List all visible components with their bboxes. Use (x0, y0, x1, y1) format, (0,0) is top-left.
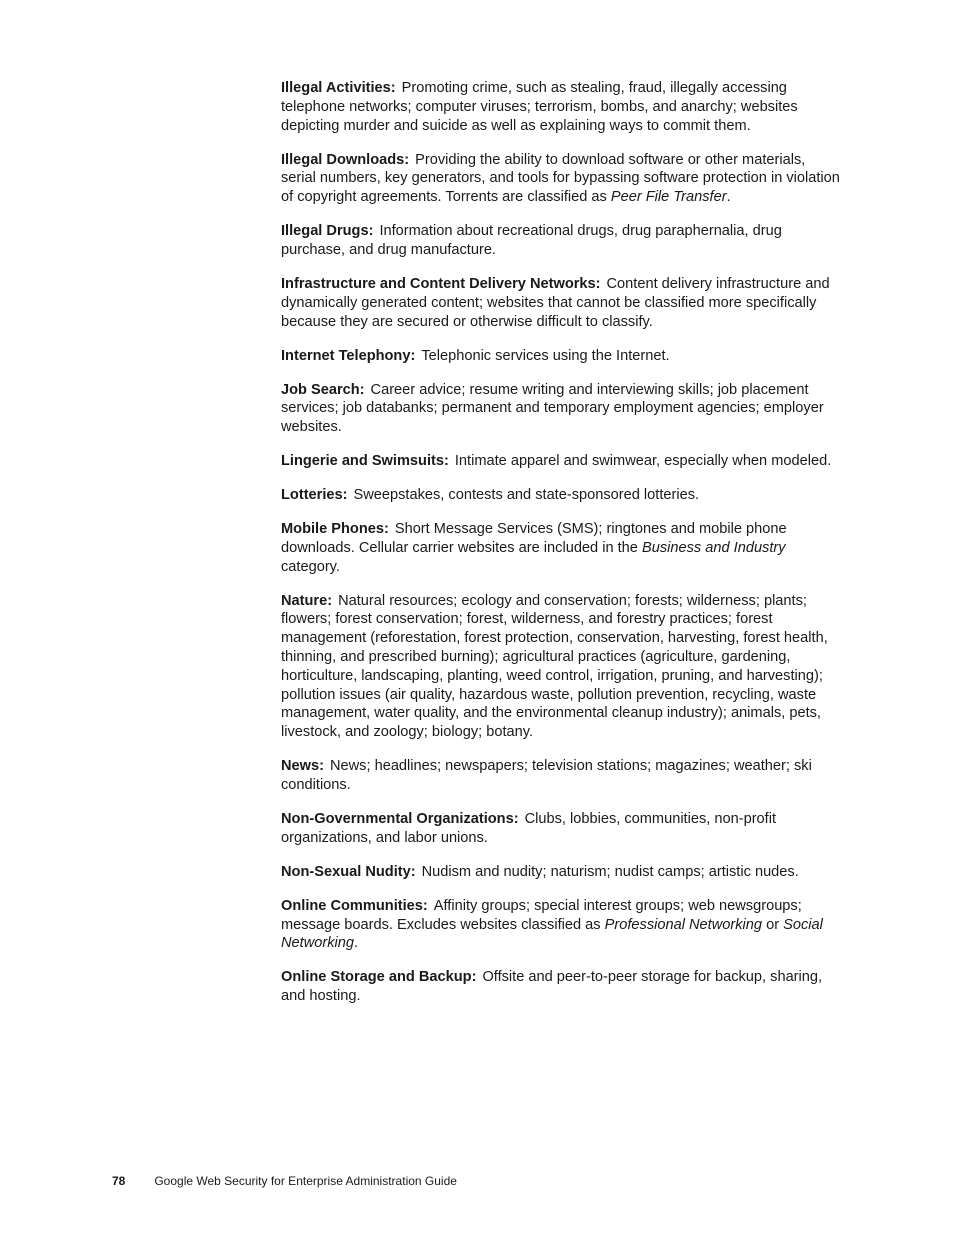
category-description: Sweepstakes, contests and state-sponsored lotteries. (353, 487, 700, 504)
category-entry (281, 968, 843, 1006)
category-entry (281, 757, 843, 795)
category-term: Lingerie and Swimsuits: (281, 453, 449, 470)
category-term: Non-Sexual Nudity: (281, 863, 416, 880)
category-entry (281, 151, 843, 207)
category-term: Infrastructure and Content Delivery Networks: (281, 275, 601, 292)
category-description: category. (281, 558, 340, 575)
category-description: . (354, 935, 359, 952)
category-description: Providing the ability to download software or other materials, serial numbers, key generators, and tools for bypassing software protection in violation of copyright agreements. Torrents are classified as (281, 151, 840, 206)
category-description: Affinity groups; special interest groups; web newsgroups; message boards. Excludes websites classified as (281, 897, 802, 933)
category-entry (281, 486, 843, 505)
category-entry (281, 452, 843, 471)
category-description: Natural resources; ecology and conservation; forests; wilderness; plants; flowers; forest conservation; forest, wilderness, and forestry practices; forest management (reforestation, forest protection, conservation, harvesting, forest health, thinning, and prescribed burning); agricultural practices (agriculture, gardening, horticulture, landscaping, planting, weed control, irrigation, pruning, and harvesting); pollution issues (air quality, hazardous waste, pollution prevention, recycling, waste management, water quality, and the environmental cleanup industry); animals, pets, livestock, and zoology; biology; botany. (281, 592, 828, 741)
page-number: 78 (112, 1174, 126, 1188)
category-description: Short Message Services (SMS); ringtones and mobile phone downloads. Cellular carrier websites are included in the (281, 521, 787, 556)
category-description: Telephonic services using the Internet. (421, 347, 670, 364)
category-description: or (762, 916, 784, 933)
category-entry (281, 381, 843, 437)
category-term: Illegal Activities: (281, 80, 396, 96)
category-entry (281, 592, 843, 742)
category-description: Content delivery infrastructure and dynamically generated content; websites that cannot be classified more specifically because they are secured or otherwise difficult to classify. (281, 275, 830, 330)
category-description: . (726, 189, 731, 206)
category-term: Online Communities: (281, 897, 428, 914)
category-description: Offsite and peer-to-peer storage for backup, sharing, and hosting. (281, 969, 823, 1005)
category-definitions (281, 79, 843, 1021)
category-description: Career advice; resume writing and interviewing skills; job placement services; job databanks; permanent and temporary employment agencies; employer websites. (281, 381, 824, 436)
category-reference: Peer File Transfer (610, 189, 727, 206)
category-description: Nudism and nudity; naturism; nudist camps; artistic nudes. (421, 863, 799, 880)
category-term: Lotteries: (281, 487, 348, 504)
category-reference: Social Networking (281, 916, 823, 952)
category-entry (281, 347, 843, 366)
category-reference: Business and Industry (641, 539, 786, 556)
category-reference: Professional Networking (604, 916, 763, 933)
category-description: Promoting crime, such as stealing, fraud, illegally accessing telephone networks; computer viruses; terrorism, bombs, and anarchy; websites depicting murder and suicide as well as explaining ways to commit them. (281, 80, 798, 134)
category-entry (281, 863, 843, 882)
category-entry (281, 897, 843, 953)
category-term: Nature: (281, 592, 333, 609)
document-title: Google Web Security for Enterprise Administration Guide (154, 1174, 457, 1188)
category-description: Intimate apparel and swimwear, especially when modeled. (454, 453, 832, 470)
category-description: Clubs, lobbies, communities, non-profit organizations, and labor unions. (281, 810, 777, 846)
category-entry (281, 520, 843, 576)
category-entry (281, 275, 843, 331)
category-entry (281, 79, 843, 135)
category-entry (281, 810, 843, 848)
category-description: Information about recreational drugs, drug paraphernalia, drug purchase, and drug manufacture. (281, 223, 782, 258)
category-term: Mobile Phones: (281, 521, 389, 538)
page-footer (112, 1174, 457, 1189)
category-term: Illegal Downloads: (281, 151, 410, 168)
category-description: News; headlines; newspapers; television stations; magazines; weather; ski conditions. (281, 758, 812, 793)
category-term: Job Search: (281, 381, 365, 398)
category-term: Internet Telephony: (281, 347, 416, 364)
category-term: Online Storage and Backup: (281, 969, 477, 986)
category-entry (281, 222, 843, 260)
category-term: Non-Governmental Organizations: (281, 810, 519, 827)
category-term: Illegal Drugs: (281, 223, 374, 240)
category-term: News: (281, 758, 324, 775)
